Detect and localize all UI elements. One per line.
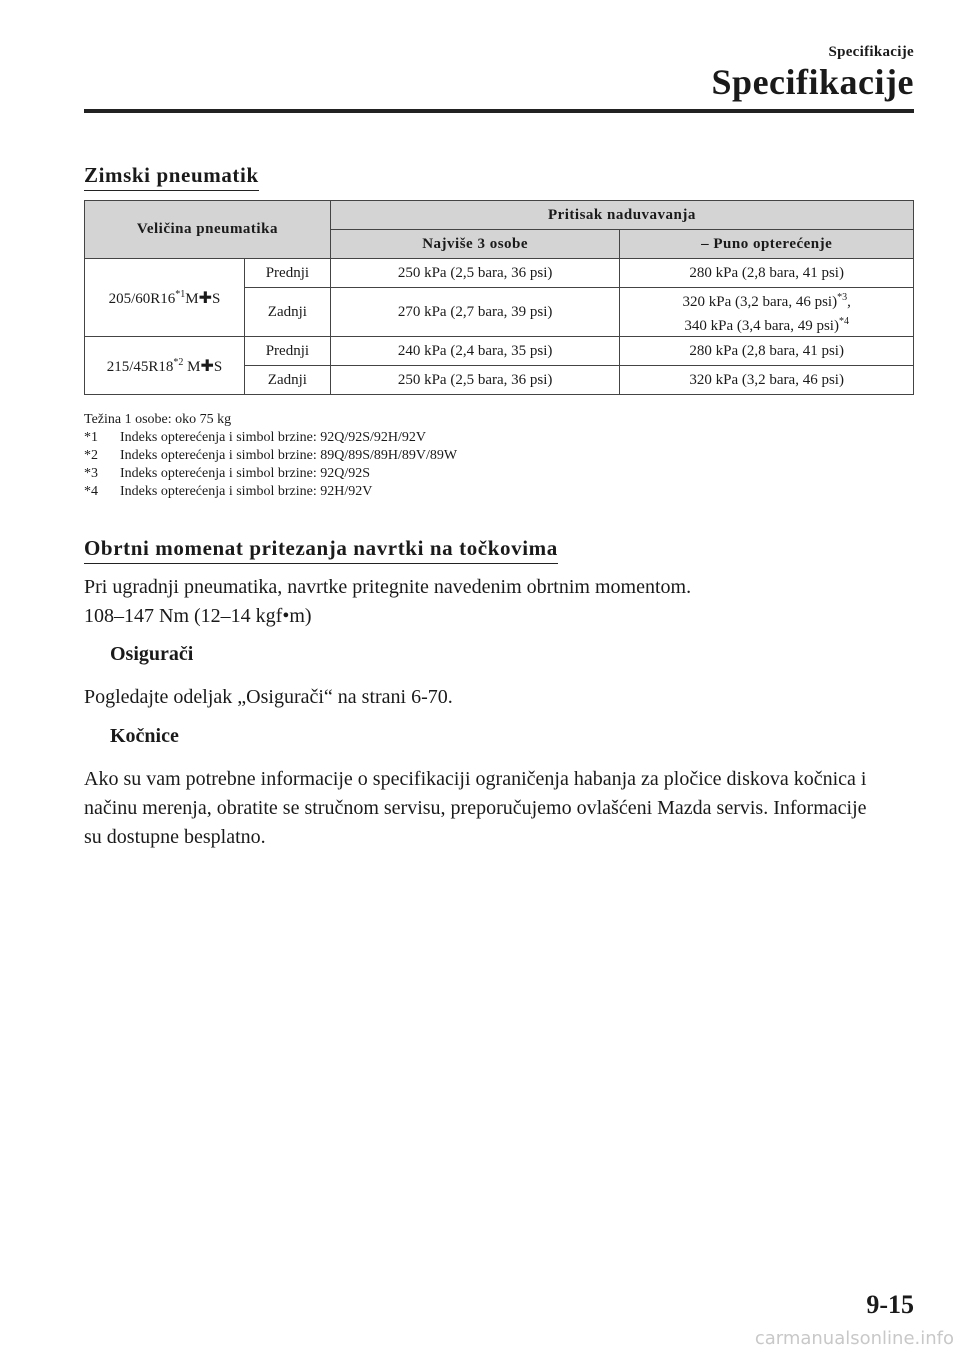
watermark: carmanualsonline.info — [754, 1328, 954, 1349]
pressure-value: 250 kPa (2,5 bara, 36 psi) — [330, 259, 620, 288]
axle-label: Prednji — [244, 259, 330, 288]
axle-label: Prednji — [244, 337, 330, 366]
footnote: *3 Indeks opterećenja i simbol brzine: 92Q/92S — [84, 466, 370, 481]
axle-label: Zadnji — [244, 366, 330, 395]
pressure-value: 250 kPa (2,5 bara, 36 psi) — [330, 366, 620, 395]
brakes-text: Ako su vam potrebne informacije o specifikaciji ograničenja habanja za pločice diskova kočnica i načinu merenja, obratite se stručnom servisu, preporučujemo ovlašćeni Mazda servis. Informacije su dostupne besplatno. — [84, 768, 867, 848]
pressure-value: 240 kPa (2,4 bara, 35 psi) — [330, 337, 620, 366]
plus-icon: ✚ — [198, 287, 212, 307]
footnote: *2 Indeks opterećenja i simbol brzine: 89Q/89S/89H/89V/89W — [84, 448, 458, 463]
running-header-small: Specifikacije — [828, 44, 914, 60]
fuses-text: Pogledajte odeljak „Osigurači“ na strani 6-70. — [84, 686, 453, 708]
tire-size-cell: 215/45R18$^{*2}$ M✚S — [85, 337, 245, 395]
winter-tire-title: Zimski pneumatik — [84, 162, 259, 191]
fuses-heading: Osigurači — [110, 643, 194, 665]
torque-instruction: Pri ugradnji pneumatika, navrtke pritegnite navedenim obrtnim momentom. — [84, 576, 692, 598]
torque-value: 108–147 Nm (12–14 kgf•m) — [84, 605, 312, 627]
pressure-value: 320 kPa (3,2 bara, 46 psi) — [620, 366, 914, 395]
header-up-to-3: Najviše 3 osobe — [330, 230, 620, 259]
table-notes — [84, 411, 457, 501]
header-tire-size: Veličina pneumatika — [85, 201, 331, 259]
header-divider — [84, 109, 914, 113]
pressure-value: 280 kPa (2,8 bara, 41 psi) — [620, 337, 914, 366]
page-number: 9-15 — [866, 1290, 914, 1319]
footnote: *1 Indeks opterećenja i simbol brzine: 92Q/92S/92H/92V — [84, 430, 426, 445]
header-full-load: – Puno opterećenje — [620, 230, 914, 259]
header-pressure: Pritisak naduvavanja — [330, 201, 913, 230]
table-row — [85, 259, 914, 288]
table-header-row — [85, 201, 914, 230]
axle-label: Zadnji — [244, 288, 330, 337]
pressure-value: 270 kPa (2,7 bara, 39 psi) — [330, 288, 620, 337]
table-row — [85, 337, 914, 366]
torque-title: Obrtni momenat pritezanja navrtki na točkovima — [84, 535, 558, 564]
tire-pressure-table — [84, 200, 914, 395]
running-header-title: Specifikacije — [711, 62, 914, 102]
weight-note: Težina 1 osobe: oko 75 kg — [84, 412, 232, 427]
footnote: *4 Indeks opterećenja i simbol brzine: 92H/92V — [84, 484, 373, 499]
plus-icon: ✚ — [200, 355, 214, 375]
brakes-heading: Kočnice — [110, 725, 179, 747]
pressure-value: 280 kPa (2,8 bara, 41 psi) — [620, 259, 914, 288]
pressure-value: 320 kPa (3,2 bara, 46 psi)$^{*3}$, 340 kPa (3,4 bara, 49 psi)$^{*4}$ — [620, 288, 914, 337]
tire-size-cell: 205/60R16$^{*1}$M✚S — [85, 259, 245, 337]
